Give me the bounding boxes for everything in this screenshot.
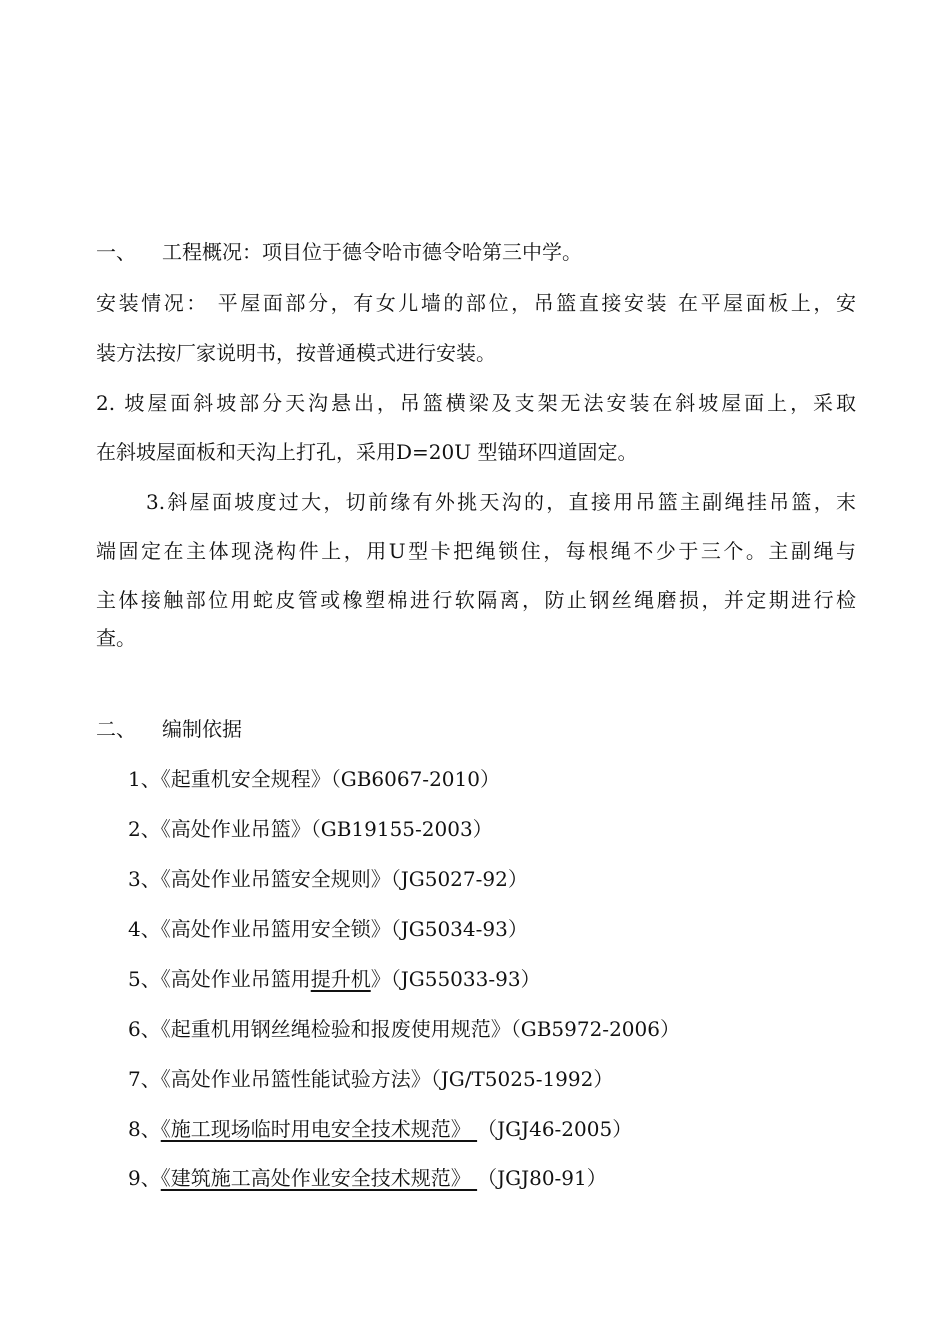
reference-code: （JG5027-92）: [390, 867, 528, 891]
reference-link[interactable]: 《施工现场临时用电安全技术规范》: [160, 1117, 478, 1141]
reference-name: 》: [370, 967, 391, 991]
reference-item: [128, 1116, 632, 1142]
section-1-heading: [96, 239, 582, 265]
section-number: 一、: [96, 240, 136, 264]
reference-link[interactable]: 《建筑施工高处作业安全技术规范》: [160, 1166, 478, 1190]
reference-code: （JG/T5025-1992）: [430, 1067, 614, 1091]
paragraph-line: 端固定在主体现浇构件上，用U型卡把绳锁住，每根绳不少于三个。主副绳与: [96, 539, 856, 563]
reference-code: （JGJ80-91）: [477, 1166, 607, 1190]
paragraph-line: 主体接触部位用蛇皮管或橡塑棉进行软隔离，防止钢丝绳磨损，并定期进行检: [96, 588, 856, 612]
reference-name: 《高处作业吊篮》: [160, 817, 311, 841]
reference-index: 5、: [128, 967, 161, 991]
reference-index: 9、: [128, 1166, 161, 1190]
paragraph-line: 2. 坡屋面斜坡部分天沟悬出，吊篮横梁及支架无法安装在斜坡屋面上，采取: [96, 391, 856, 415]
reference-code: （GB5972-2006）: [510, 1017, 680, 1041]
section-title: 工程概况：项目位于德令哈市德令哈第三中学。: [162, 240, 582, 264]
reference-index: 6、: [128, 1017, 161, 1041]
reference-item: [128, 866, 528, 892]
reference-item: [128, 1165, 607, 1191]
reference-item: [128, 1066, 613, 1092]
reference-index: 2、: [128, 817, 161, 841]
section-number: 二、: [96, 717, 136, 741]
reference-name: 《起重机安全规程》: [160, 767, 331, 791]
reference-index: 1、: [128, 767, 161, 791]
reference-name: 《起重机用钢丝绳检验和报废使用规范》: [160, 1017, 511, 1041]
reference-link[interactable]: 提升机: [310, 967, 371, 991]
reference-index: 4、: [128, 917, 161, 941]
reference-index: 3、: [128, 867, 161, 891]
section-title: 编制依据: [162, 717, 242, 741]
reference-code: （GB19155-2003）: [310, 817, 493, 841]
reference-code: （JG55033-93）: [390, 967, 541, 991]
reference-item: [128, 916, 528, 942]
reference-index: 7、: [128, 1067, 161, 1091]
reference-item: [128, 766, 500, 792]
reference-index: 8、: [128, 1117, 161, 1141]
paragraph-line: 3.斜屋面坡度过大，切前缘有外挑天沟的，直接用吊篮主副绳挂吊篮，末: [146, 490, 856, 514]
paragraph-line: 装方法按厂家说明书，按普通模式进行安装。: [96, 341, 496, 365]
reference-item: [128, 1016, 680, 1042]
reference-code: （GB6067-2010）: [330, 767, 500, 791]
reference-item: [128, 816, 493, 842]
reference-name: 《高处作业吊篮性能试验方法》: [160, 1067, 431, 1091]
paragraph-line: 查。: [96, 626, 136, 650]
reference-name: 《高处作业吊篮用安全锁》: [160, 917, 391, 941]
reference-name: 《高处作业吊篮用: [160, 967, 311, 991]
section-2-heading: [96, 716, 242, 742]
paragraph-line: 在斜坡屋面板和天沟上打孔，采用D=20U 型锚环四道固定。: [96, 440, 638, 464]
paragraph-line: 安装情况： 平屋面部分，有女儿墙的部位，吊篮直接安装 在平屋面板上，安: [96, 291, 856, 315]
reference-item: [128, 966, 541, 992]
reference-code: （JGJ46-2005）: [477, 1117, 633, 1141]
reference-name: 《高处作业吊篮安全规则》: [160, 867, 391, 891]
reference-code: （JG5034-93）: [390, 917, 528, 941]
